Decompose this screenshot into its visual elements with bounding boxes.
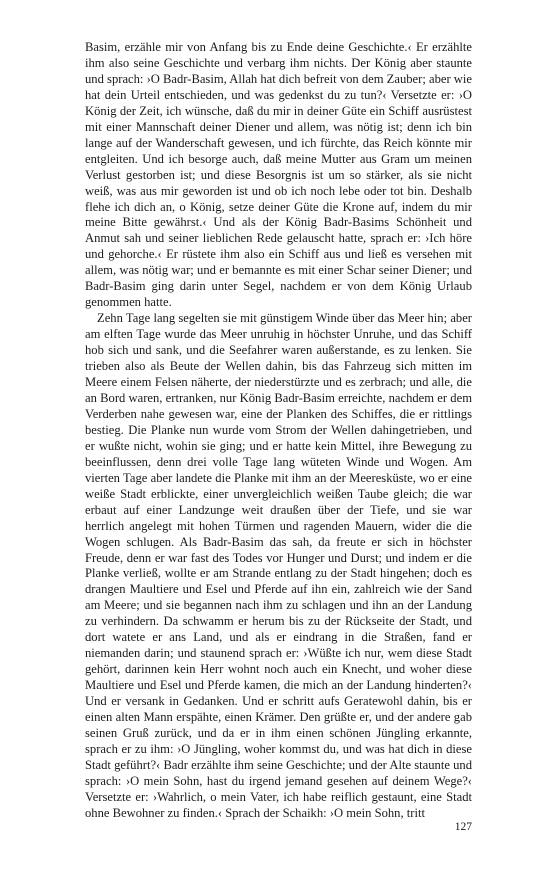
page-number: 127 [454,821,472,833]
paragraph: Basim, erzähle mir von Anfang bis zu Ende deine Geschichte.‹ Er erzählte ihm also seine Geschichte und verbarg ihm nichts. Der König aber staunte und sprach: ›O Badr-Basim, Allah hat dich befreit von dem Zauber; aber wie hat dein Urteil entschieden, und was gedenkst du zu tun?‹ Versetzte er: ›O König der Zeit, ich wünsche, daß du mir in deiner Güte ein Schiff ausrüstest mit einer Mannschaft deiner Diener und allem, was nötig ist; denn ich bin lange auf der Wanderschaft gewesen, und ich fürchte, das Reich könnte mir entgleiten. Und ich besorge auch, daß meine Mutter aus Gram um meinen Verlust gestorben ist; und diese Besorgnis ist um so stärker, als sie nicht weiß, was aus mir geworden ist und ob ich noch lebe oder tot bin. Deshalb flehe ich dich an, o König, setze deiner Güte die Krone auf, indem du mir meine Bitte gewährst.‹ Und als der König Badr-Basims Schönheit und Anmut sah und seiner lieblichen Rede gelauscht hatte, sprach er: ›Ich höre und gehorche.‹ Er rüstete ihm also ein Schiff aus und ließ es versehen mit allem, was nötig war; und er bemannte es mit einer Schar seiner Diener; und Badr-Basim ging darin unter Segel, nachdem er von dem König Urlaub genommen hatte. [85,40,472,310]
paragraph: Zehn Tage lang segelten sie mit günstigem Winde über das Meer hin; aber am elften Tage wurde das Meer unruhig in höchster Unruhe, und das Schiff hob sich und sank, und die Seefahrer waren außerstande, es zu lenken. Sie trieben also als Beute der Wellen dahin, bis das Fahrzeug sich mitten im Meere einem Felsen näherte, der niederstürzte und es zerbrach; und alle, die an Bord waren, ertranken, nur König Badr-Basim erreichte, nachdem er dem Verderben nahe gewesen war, eine der Planken des Schiffes, die er rittlings bestieg. Die Planke nun wurde vom Strom der Wellen dahingetrieben, und er wußte nicht, wohin sie ging; und er hatte kein Mittel, ihre Bewegung zu beeinflussen, denn drei volle Tage lang wüteten Winde und Wogen. Am vierten Tage aber landete die Planke mit ihm an der Meeresküste, wo er eine weiße Stadt erblickte, einer unvergleichlich weißen Taube gleich; die war erbaut auf einer Landzunge weit draußen über der Tiefe, und sie war herrlich angelegt mit hohen Türmen und ragenden Mauern, wider die die Wogen schlugen. Als Badr-Basim das sah, da freute er sich in höchster Freude, denn er war fast des Todes vor Hunger und Durst; und indem er die Planke verließ, wollte er am Strande entlang zu der Stadt hingehen; doch es drangen Maultiere und Esel und Pferde auf ihn ein, zahlreich wie der Sand am Meere; und sie begannen nach ihm zu schlagen und ihn an der Landung zu verhindern. Da schwamm er herum bis zu der Rückseite der Stadt, und dort watete er ans Land, und als er eindrang in die Straßen, fand er niemanden darin; und staunend sprach er: ›Wüßte ich nur, wem diese Stadt gehört, darinnen kein Herr wohnt noch auch ein Knecht, und woher diese Maultiere und Esel und Pferde kamen, die mich an der Landung hinderten?‹ Und er versank in Gedanken. Und er schritt aufs Geratewohl dahin, bis er einen alten Mann erspähte, einen Krämer. Den grüßte er, und der andere gab seinen Gruß zurück, und da er in ihm einen schönen Jüngling erkannte, sprach er zu ihm: ›O Jüngling, woher kommst du, und was hat dich in diese Stadt geführt?‹ Badr erzählte ihm seine Geschichte; und der Alte staunte und sprach: ›O mein Sohn, hast du irgend jemand gesehen auf deinem Wege?‹ Versetzte er: ›Wahrlich, o mein Vater, ich habe reiflich gestaunt, eine Stadt ohne Bewohner zu finden.‹ Sprach der Schaikh: ›O mein Sohn, tritt [85,311,472,820]
body-text [85,40,472,822]
